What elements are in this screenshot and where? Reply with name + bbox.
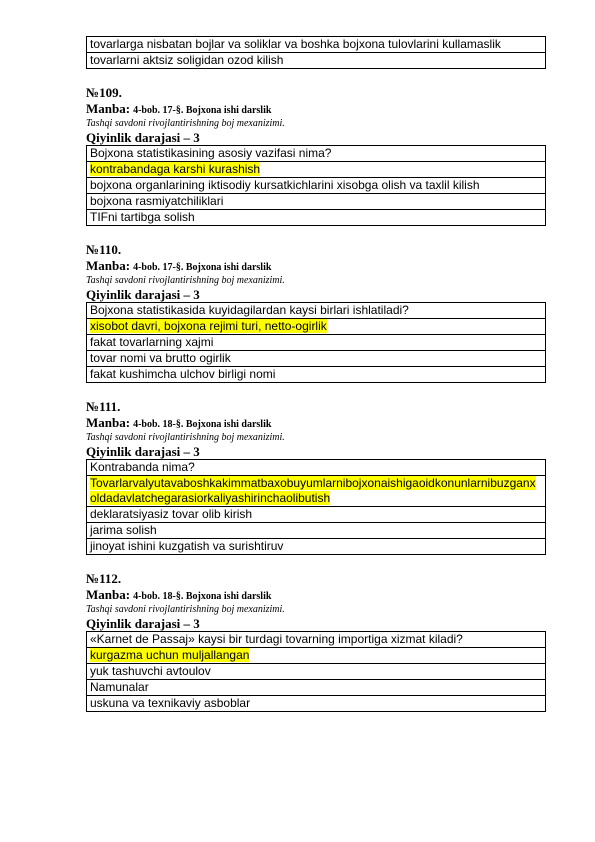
question-cell: Bojxona statistikasining asosiy vazifasi nima? xyxy=(87,146,546,162)
option-cell: jarima solish xyxy=(87,523,546,539)
table-row xyxy=(87,178,546,194)
highlighted-answer: kontrabandaga karshi kurashish xyxy=(90,162,261,176)
question-table xyxy=(86,302,546,383)
question-block-109 xyxy=(86,85,546,226)
highlighted-answer: kurgazma uchun muljallangan xyxy=(90,648,250,662)
source-label: Manba: xyxy=(86,258,131,273)
table-row xyxy=(87,460,546,476)
difficulty-level: Qiyinlik darajasi – 3 xyxy=(86,444,200,459)
table-row xyxy=(87,210,546,226)
source-ref: 4-bob. 18-§. Bojxona ishi darslik xyxy=(133,419,272,430)
table-row xyxy=(87,319,546,335)
source-line xyxy=(86,587,546,604)
option-cell: bojxona organlarining iktisodiy kursatkichlarini xisobga olish va taxlil kilish xyxy=(87,178,546,194)
question-cell: Kontrabanda nima? xyxy=(87,460,546,476)
table-row xyxy=(87,303,546,319)
option-cell: tovar nomi va brutto ogirlik xyxy=(87,351,546,367)
table-row xyxy=(87,53,546,69)
table-row xyxy=(87,162,546,178)
question-cell: Bojxona statistikasida kuyidagilardan kaysi birlari ishlatiladi? xyxy=(87,303,546,319)
question-table xyxy=(86,145,546,226)
question-number: №109. xyxy=(86,85,122,100)
table-row xyxy=(87,680,546,696)
table-row xyxy=(87,351,546,367)
source-line xyxy=(86,415,546,432)
topic-line: Tashqi savdoni rivojlantirishning boj mexanizimi. xyxy=(86,118,285,129)
option-cell: yuk tashuvchi avtoulov xyxy=(87,664,546,680)
question-table xyxy=(86,459,546,555)
option-cell: tovarlarga nisbatan bojlar va soliklar va boshka bojxona tulovlarini kullamaslik xyxy=(87,37,546,53)
option-cell: fakat tovarlarning xajmi xyxy=(87,335,546,351)
table-row xyxy=(87,696,546,712)
table-row xyxy=(87,523,546,539)
top-answer-table xyxy=(86,36,546,69)
table-row xyxy=(87,146,546,162)
table-row xyxy=(87,37,546,53)
source-line xyxy=(86,258,546,275)
difficulty-level: Qiyinlik darajasi – 3 xyxy=(86,616,200,631)
source-ref: 4-bob. 17-§. Bojxona ishi darslik xyxy=(133,105,272,116)
correct-answer-cell xyxy=(87,476,546,507)
option-cell: TIFni tartibga solish xyxy=(87,210,546,226)
question-number: №111. xyxy=(86,399,121,414)
source-label: Manba: xyxy=(86,587,131,602)
question-cell: «Karnet de Passaj» kaysi bir turdagi tovarning importiga xizmat kiladi? xyxy=(87,632,546,648)
question-number: №112. xyxy=(86,571,122,586)
table-row xyxy=(87,476,546,507)
option-cell: bojxona rasmiyatchiliklari xyxy=(87,194,546,210)
document-page xyxy=(86,36,546,712)
question-number: №110. xyxy=(86,242,122,257)
question-block-111 xyxy=(86,399,546,555)
highlighted-answer: Tovarlarvalyutavaboshkakimmatbaxobuyumlarnibojxonaishigaoidkonunlarnibuzganxoldadavlatchegarasiorkaliyashirinchaolibutish xyxy=(90,476,536,505)
table-row xyxy=(87,648,546,664)
topic-line: Tashqi savdoni rivojlantirishning boj mexanizimi. xyxy=(86,432,285,443)
difficulty-level: Qiyinlik darajasi – 3 xyxy=(86,287,200,302)
table-row xyxy=(87,539,546,555)
source-label: Manba: xyxy=(86,101,131,116)
option-cell: tovarlarni aktsiz soligidan ozod kilish xyxy=(87,53,546,69)
source-ref: 4-bob. 17-§. Bojxona ishi darslik xyxy=(133,262,272,273)
table-row xyxy=(87,194,546,210)
correct-answer-cell xyxy=(87,319,546,335)
source-ref: 4-bob. 18-§. Bojxona ishi darslik xyxy=(133,591,272,602)
question-block-110 xyxy=(86,242,546,383)
option-cell: uskuna va texnikaviy asboblar xyxy=(87,696,546,712)
highlighted-answer: xisobot davri, bojxona rejimi turi, netto-ogirlik xyxy=(90,319,327,333)
table-row xyxy=(87,632,546,648)
source-line xyxy=(86,101,546,118)
question-table xyxy=(86,631,546,712)
correct-answer-cell xyxy=(87,162,546,178)
source-label: Manba: xyxy=(86,415,131,430)
correct-answer-cell xyxy=(87,648,546,664)
question-block-112 xyxy=(86,571,546,712)
topic-line: Tashqi savdoni rivojlantirishning boj mexanizimi. xyxy=(86,604,285,615)
option-cell: Namunalar xyxy=(87,680,546,696)
difficulty-level: Qiyinlik darajasi – 3 xyxy=(86,130,200,145)
table-row xyxy=(87,507,546,523)
option-cell: jinoyat ishini kuzgatish va surishtiruv xyxy=(87,539,546,555)
topic-line: Tashqi savdoni rivojlantirishning boj mexanizimi. xyxy=(86,275,285,286)
table-row xyxy=(87,367,546,383)
table-row xyxy=(87,664,546,680)
option-cell: fakat kushimcha ulchov birligi nomi xyxy=(87,367,546,383)
table-row xyxy=(87,335,546,351)
option-cell: deklaratsiyasiz tovar olib kirish xyxy=(87,507,546,523)
